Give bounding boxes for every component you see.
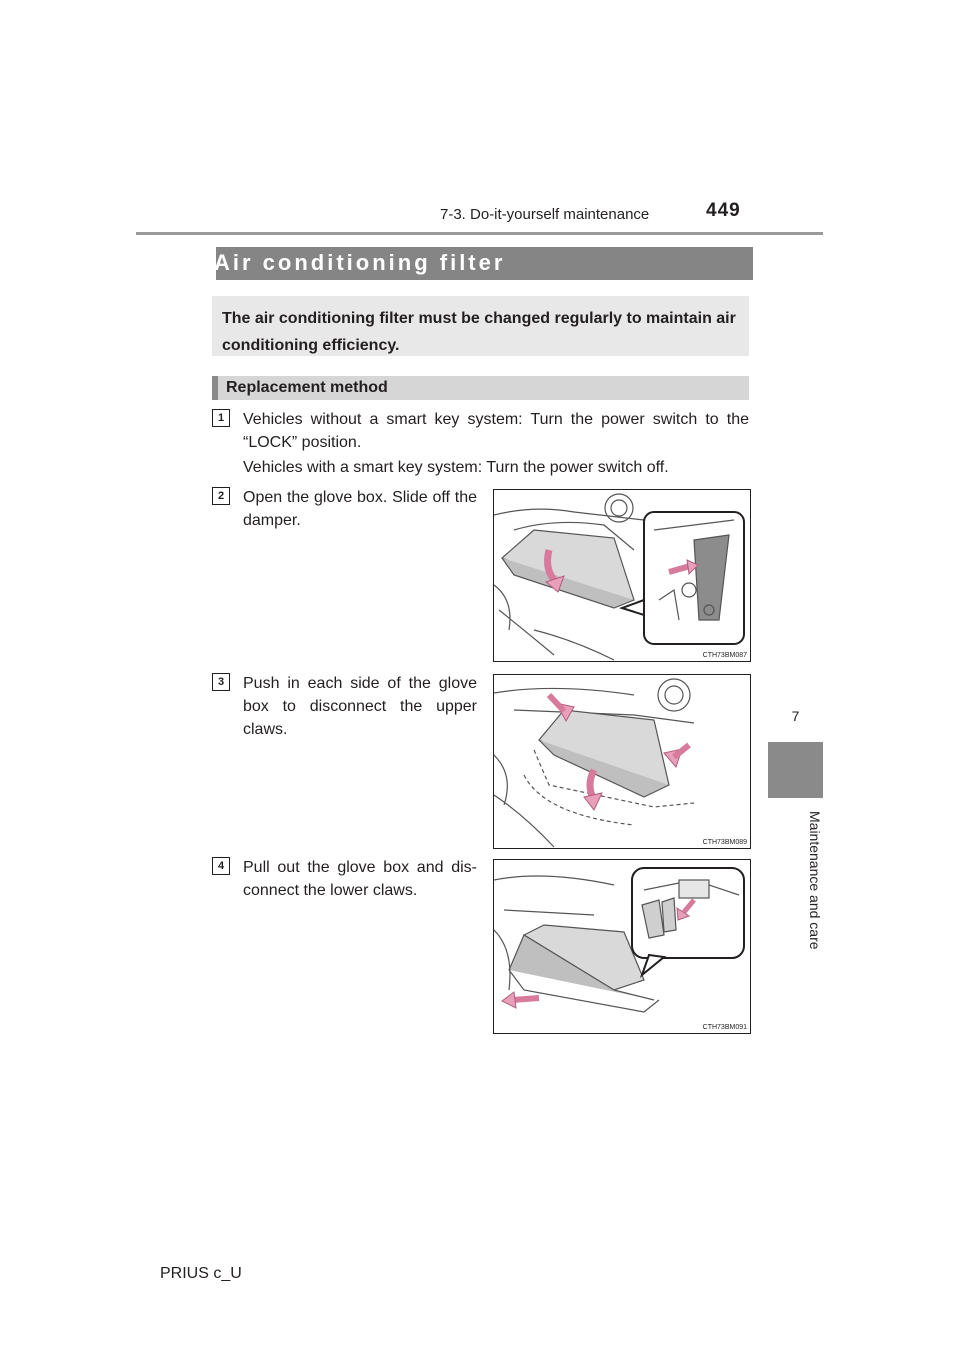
step-number-3: 3 <box>212 673 230 691</box>
figure-open-glove-box <box>493 489 751 662</box>
glove-box-damper-illustration <box>494 490 750 661</box>
glove-box-claws-illustration <box>494 675 750 848</box>
footer-model: PRIUS c_U <box>160 1265 242 1282</box>
header-rule <box>136 232 823 235</box>
subheading: Replacement method <box>212 376 749 400</box>
figure-code: CTH73BM087 <box>702 652 747 659</box>
chapter-number: 7 <box>791 708 800 724</box>
intro-box: The air conditioning filter must be changed regularly to maintain air conditioning efficiency. <box>212 296 749 356</box>
page-number: 449 <box>706 200 741 221</box>
chapter-label: Maintenance and care <box>807 810 823 950</box>
step-2-text: Open the glove box. Slide off the damper. <box>243 489 477 529</box>
chapter-tab <box>768 742 823 798</box>
section-header: 7-3. Do-it-yourself maintenance <box>440 206 650 223</box>
figure-push-glove-box <box>493 674 751 849</box>
page-title: Air conditioning filter <box>214 250 506 275</box>
step-number-1: 1 <box>212 409 230 427</box>
figure-code: CTH73BM089 <box>702 839 747 846</box>
step-number-4: 4 <box>212 857 230 875</box>
step-number-2: 2 <box>212 487 230 505</box>
figure-pull-glove-box <box>493 859 751 1034</box>
step-4-text: Pull out the glove box and dis-connect the lower claws. <box>243 859 477 899</box>
step-1-text-2: Vehicles with a smart key system: Turn the power switch off. <box>243 459 669 476</box>
figure-code: CTH73BM091 <box>702 1024 747 1031</box>
step-1-text: Vehicles without a smart key system: Turn the power switch to the “LOCK” position. <box>243 411 749 451</box>
glove-box-lower-claws-illustration <box>494 860 750 1033</box>
step-3-text: Push in each side of the glove box to disconnect the upper claws. <box>243 675 477 738</box>
